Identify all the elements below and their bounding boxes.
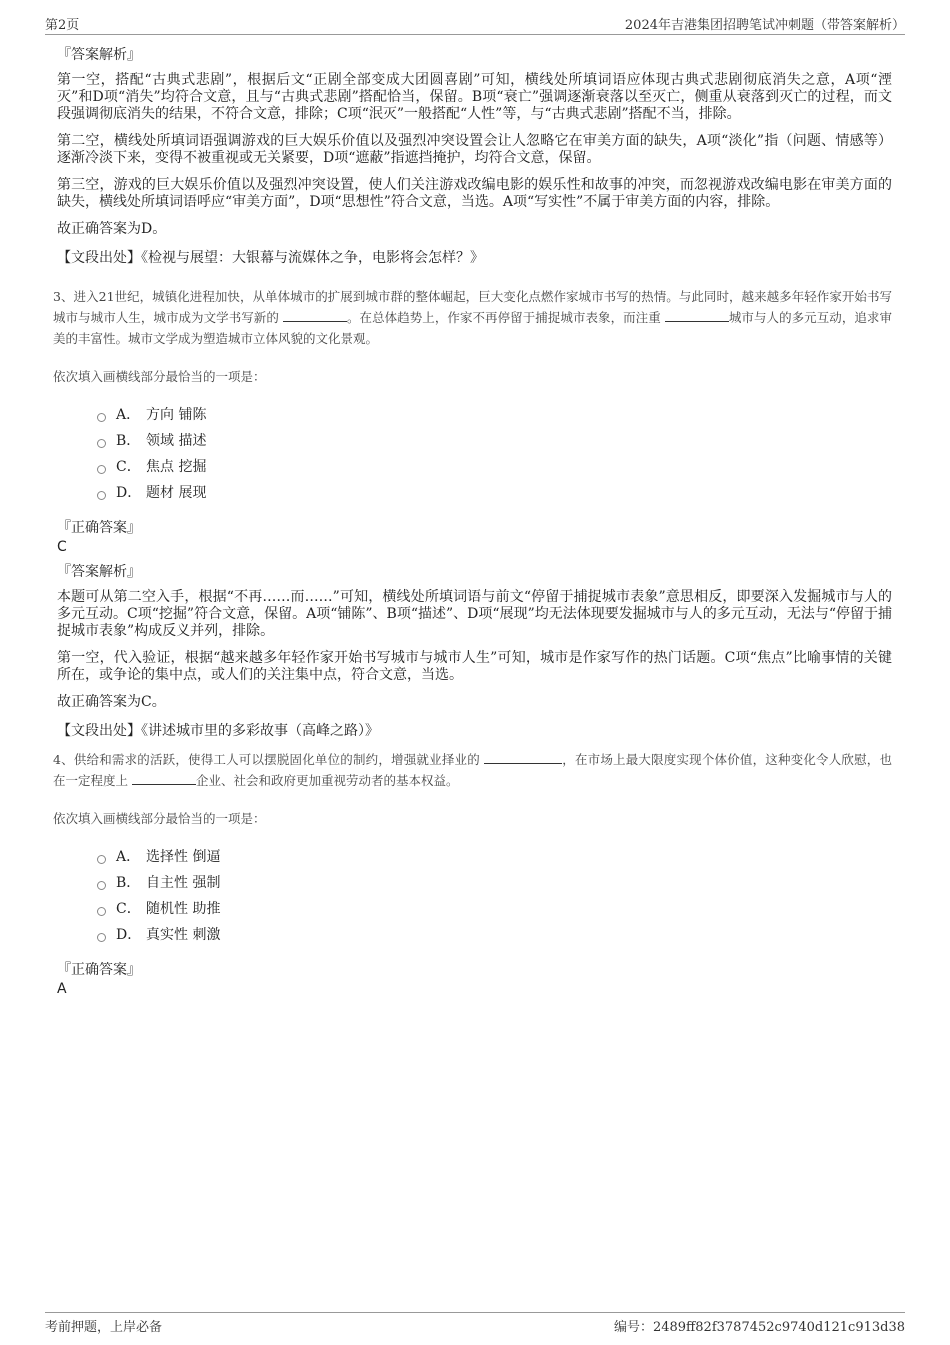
- q3-source: [57, 721, 892, 741]
- radio-icon[interactable]: [97, 491, 106, 500]
- page-content: [53, 44, 892, 1003]
- q4-option-c[interactable]: C． 随机性 助推: [97, 895, 892, 921]
- q3-option-d[interactable]: D． 题材 展现: [97, 479, 892, 505]
- page-footer: [45, 1312, 905, 1335]
- analysis-label: 『答案解析』: [57, 564, 141, 580]
- q3-answer: C: [57, 539, 67, 555]
- page-number: 第2页: [45, 18, 80, 33]
- q2-conclusion: 故正确答案为D。: [57, 221, 167, 237]
- analysis-label: 『答案解析』: [57, 47, 141, 63]
- q3-instruction: 依次填入画横线部分最恰当的一项是：: [53, 369, 266, 384]
- document-id: 编号：2489ff82f3787452c9740d121c913d38: [613, 1320, 905, 1335]
- radio-icon[interactable]: [97, 855, 106, 864]
- source-prefix: 【文段出处】: [57, 250, 141, 266]
- source-title: 《检视与展望：大银幕与流媒体之争，电影将会怎样？》: [141, 250, 484, 266]
- radio-icon[interactable]: [97, 439, 106, 448]
- blank-2: [665, 309, 729, 322]
- q3-options: [97, 401, 892, 505]
- footer-slogan: 考前押题，上岸必备: [45, 1320, 163, 1335]
- q2-analysis-para-2: 第二空，横线处所填词语强调游戏的巨大娱乐价值以及强烈冲突设置会让人忽略它在审美方面的缺失，A项“淡化”指（问题、情感等）逐渐冷淡下来，变得不被重视或无关紧要，D项“遮蔽”指遮挡掩护，均符合文意，保留。: [57, 133, 892, 166]
- correct-answer-label: 『正确答案』: [57, 962, 141, 978]
- page-header: [45, 12, 905, 35]
- q4-answer: A: [57, 981, 67, 997]
- q4-option-a[interactable]: A． 选择性 倒逼: [97, 843, 892, 869]
- blank-1: [484, 751, 562, 764]
- correct-answer-label: 『正确答案』: [57, 520, 141, 536]
- q3-stem: 3、进入21世纪，城镇化进程加快，从单体城市的扩展到城市群的整体崛起，巨大变化点燃作家城市书写的热情。与此同时，越来越多年轻作家开始书写城市与城市人生，城市成为文学书写新的 。在总体趋势上，作家不再停留于捕捉城市表象，而注重 城市与人的多元互动，追求审美的丰富性。城市文学成为塑造城市立体风貌的文化景观。: [53, 289, 892, 346]
- q3-conclusion: 故正确答案为C。: [57, 694, 166, 710]
- q4-options: [97, 843, 892, 947]
- q3-option-a[interactable]: A． 方向 铺陈: [97, 401, 892, 427]
- radio-icon[interactable]: [97, 413, 106, 422]
- q4-option-d[interactable]: D． 真实性 刺激: [97, 921, 892, 947]
- source-title: 《讲述城市里的多彩故事（高峰之路）》: [141, 723, 379, 739]
- radio-icon[interactable]: [97, 881, 106, 890]
- q3-option-b[interactable]: B． 领域 描述: [97, 427, 892, 453]
- document-title: 2024年吉港集团招聘笔试冲刺题（带答案解析）: [624, 18, 905, 33]
- q2-source: [57, 248, 892, 268]
- q4-option-b[interactable]: B． 自主性 强制: [97, 869, 892, 895]
- blank-1: [283, 309, 347, 322]
- blank-2: [132, 772, 196, 785]
- q4-stem: 4、供给和需求的活跃，使得工人可以摆脱固化单位的制约，增强就业择业的 ，在市场上最大限度实现个体价值，这种变化令人欣慰，也在一定程度上 企业、社会和政府更加重视劳动者的基本权益。: [53, 752, 892, 788]
- q3-analysis-para-2: 第一空，代入验证，根据“越来越多年轻作家开始书写城市与城市人生”可知，城市是作家写作的热门话题。C项“焦点”比喻事情的关键所在，或争论的集中点，或人们的关注集中点，符合文意，当选。: [57, 650, 892, 683]
- q2-analysis-para-1: 第一空，搭配“古典式悲剧”，根据后文“正剧全部变成大团圆喜剧”可知，横线处所填词语应体现古典式悲剧彻底消失之意，A项“湮灭”和D项“消失”均符合文意，且与“古典式悲剧”搭配恰当，保留。B项“衰亡”强调逐渐衰落以至灭亡，侧重从衰落到灭亡的过程，而文段强调彻底消失的结果，不符合文意，排除；C项“泯灭”一般搭配“人性”等，与“古典式悲剧”搭配不当，排除。: [57, 72, 892, 122]
- q3-option-c[interactable]: C． 焦点 挖掘: [97, 453, 892, 479]
- source-prefix: 【文段出处】: [57, 723, 141, 739]
- radio-icon[interactable]: [97, 907, 106, 916]
- radio-icon[interactable]: [97, 465, 106, 474]
- q2-analysis-para-3: 第三空，游戏的巨大娱乐价值以及强烈冲突设置，使人们关注游戏改编电影的娱乐性和故事的冲突，而忽视游戏改编电影在审美方面的缺失，横线处所填词语呼应“审美方面”，D项“思想性”符合文意，当选。A项“写实性”不属于审美方面的内容，排除。: [57, 177, 892, 210]
- radio-icon[interactable]: [97, 933, 106, 942]
- q4-instruction: 依次填入画横线部分最恰当的一项是：: [53, 811, 266, 826]
- q3-analysis-para-1: 本题可从第二空入手，根据“不再……而……”可知，横线处所填词语与前文“停留于捕捉城市表象”意思相反，即要深入发掘城市与人的多元互动。C项“挖掘”符合文意，保留。A项“铺陈”、B项“描述”、D项“展现”均无法体现要发掘城市与人的多元互动，无法与“停留于捕捉城市表象”构成反义并列，排除。: [57, 589, 892, 639]
